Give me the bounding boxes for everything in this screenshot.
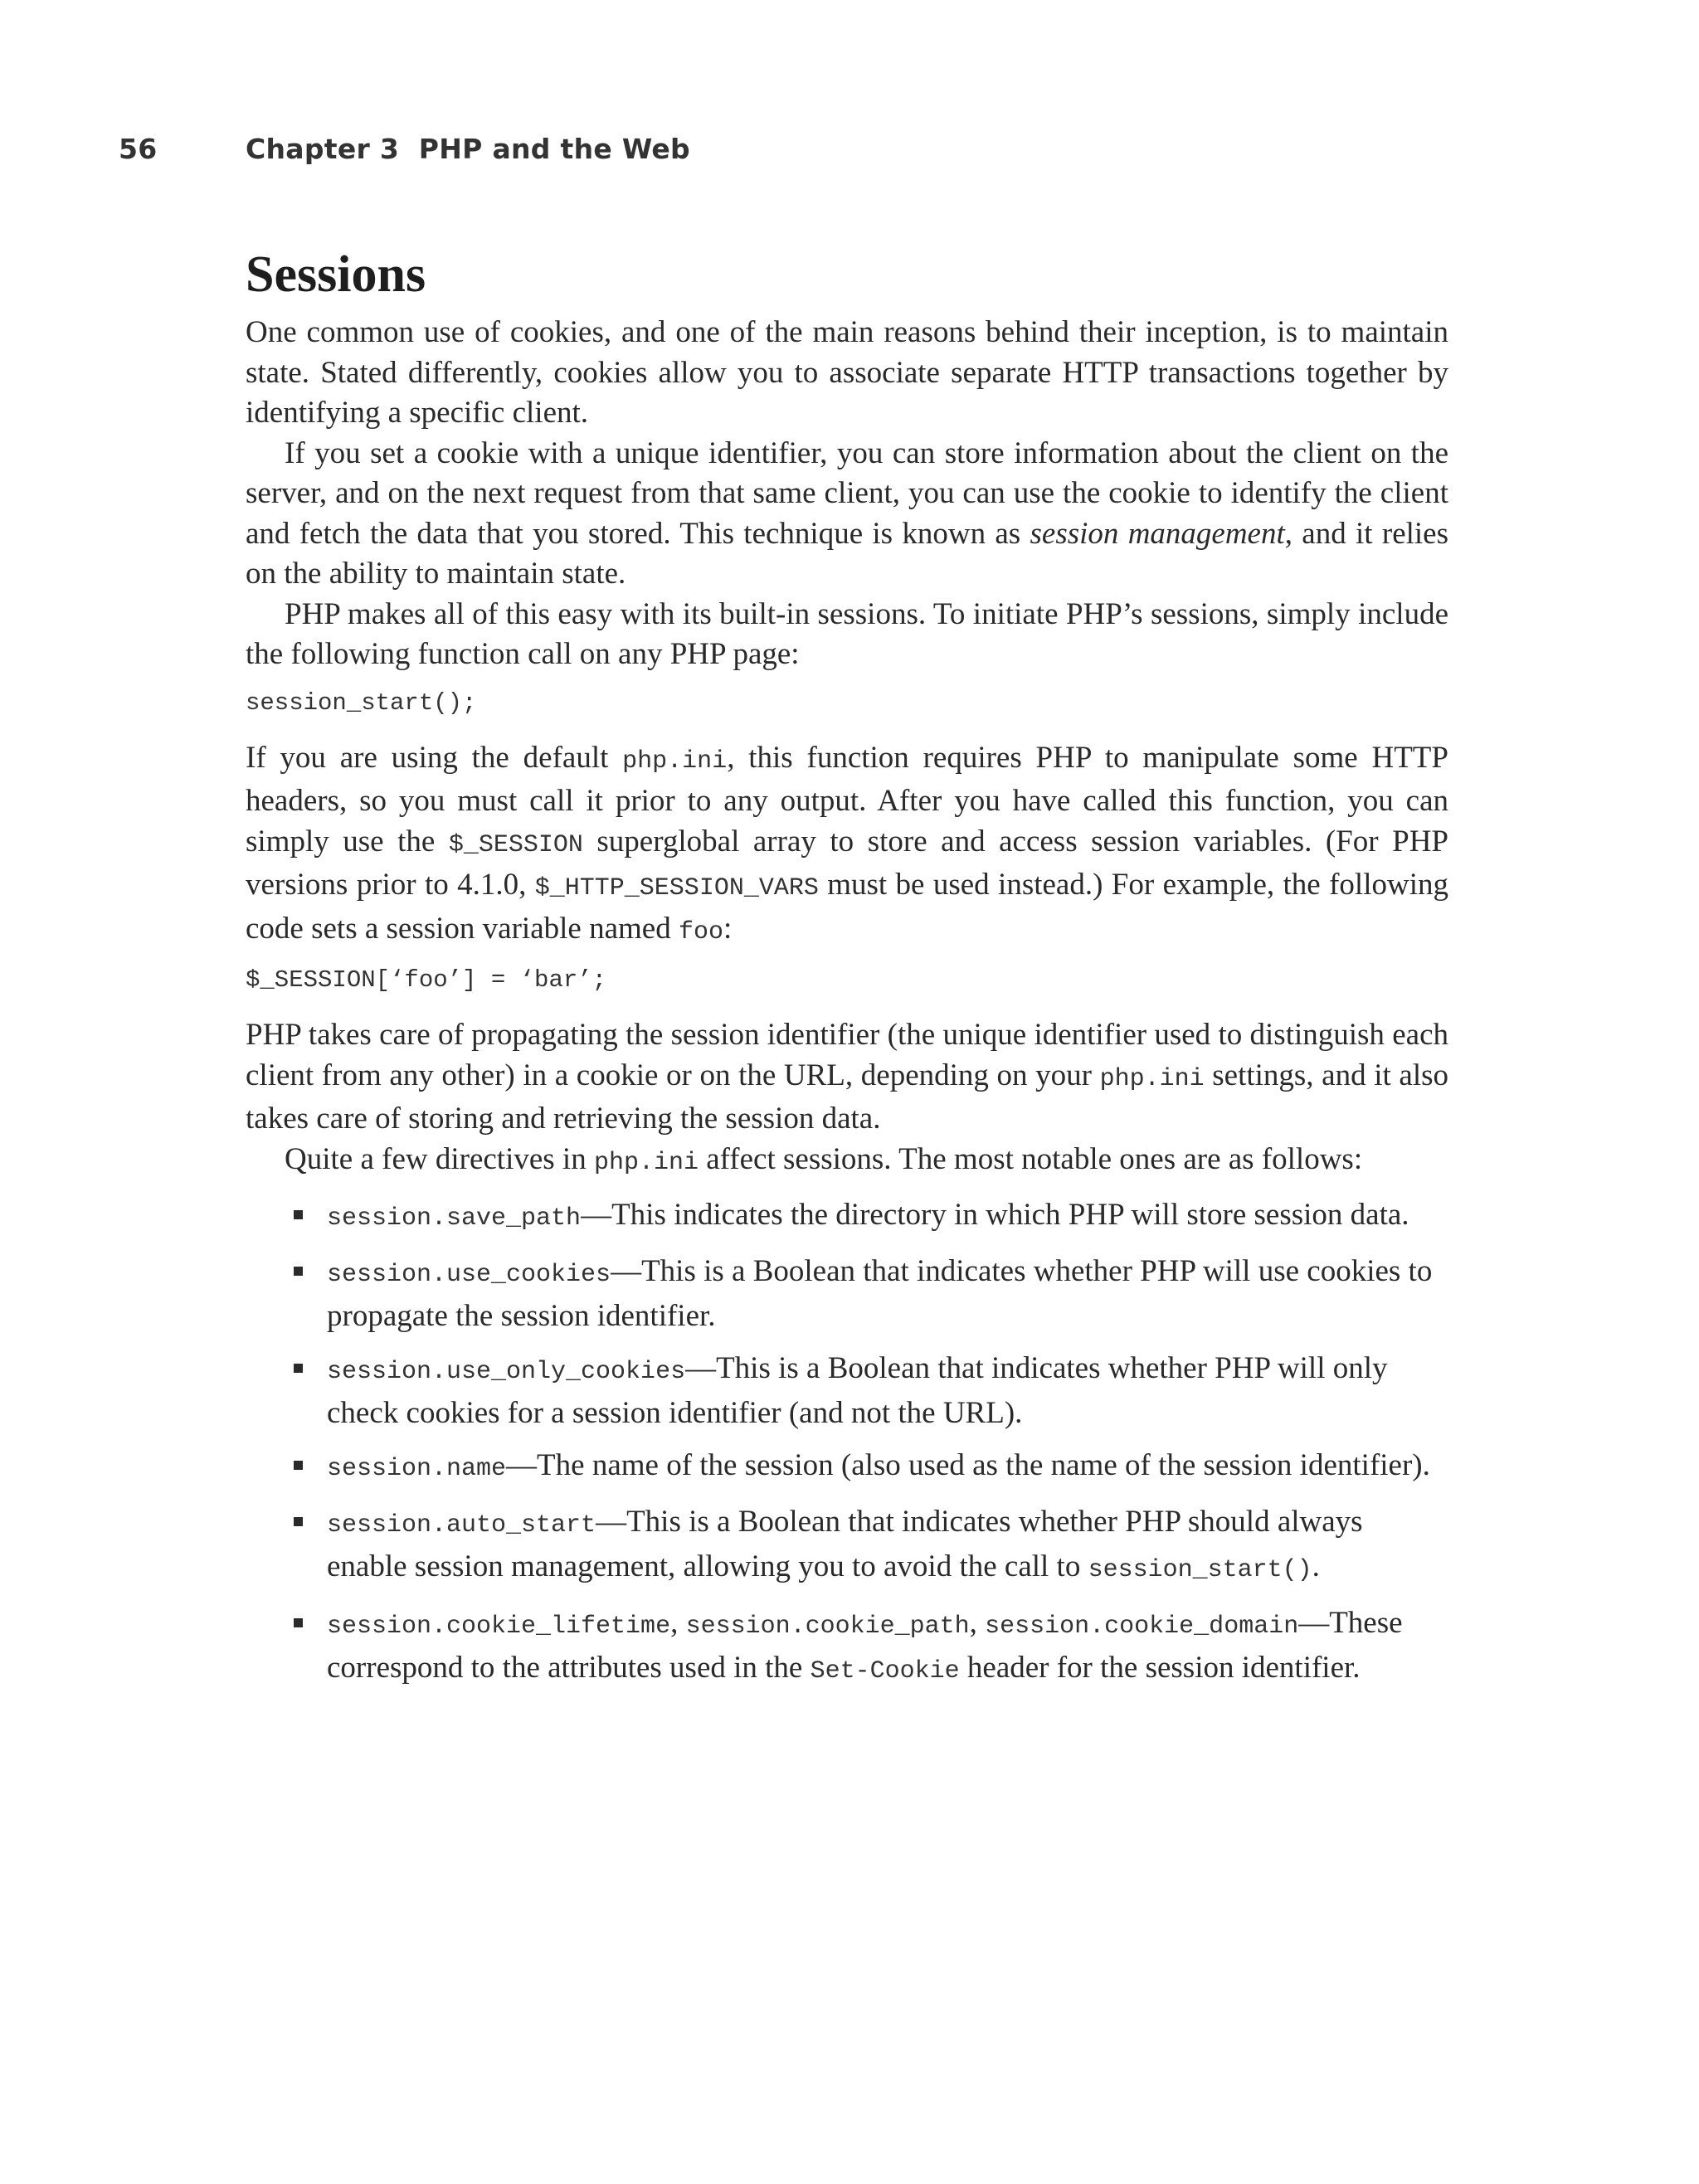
directive-text: . <box>1312 1549 1320 1583</box>
list-item <box>246 1603 1448 1692</box>
bullet-icon <box>294 1461 303 1470</box>
separator: , <box>670 1606 686 1640</box>
bullet-icon <box>294 1364 303 1373</box>
separator: , <box>969 1606 986 1640</box>
text: PHP takes care of propagating the session identifier (the unique identifier used to distinguish each client from any other) in a cookie or on the URL, depending on your <box>246 1018 1448 1092</box>
directive-code: session.use_only_cookies <box>327 1358 686 1386</box>
inline-code: $_SESSION <box>448 830 583 859</box>
code-example-session-start: session_start(); <box>246 688 477 717</box>
bullet-icon <box>294 1210 303 1219</box>
directive-text: —This indicates the directory in which PHP will store session data. <box>581 1198 1409 1232</box>
chapter-title: Chapter 3 PHP and the Web <box>246 133 690 165</box>
directive-code: session.cookie_path <box>685 1612 970 1641</box>
directive-text: header for the session identifier. <box>959 1651 1361 1685</box>
directive-code: session.cookie_domain <box>985 1612 1299 1641</box>
list-item <box>246 1251 1448 1336</box>
directive-code: session.cookie_lifetime <box>327 1612 671 1641</box>
inline-code: foo <box>678 917 723 946</box>
paragraph-session-management <box>246 434 1448 595</box>
bullet-icon <box>294 1517 303 1526</box>
list-item <box>246 1348 1448 1433</box>
directive-text: —This is a Boolean that indicates whether PHP will use cookies to propagate the session identifier. <box>327 1254 1433 1333</box>
directive-code: Set-Cookie <box>810 1657 960 1685</box>
directive-code: session_start() <box>1088 1556 1312 1584</box>
paragraph-directives-intro <box>246 1140 1448 1184</box>
list-item <box>246 1501 1448 1591</box>
inline-code: $_HTTP_SESSION_VARS <box>534 874 819 902</box>
text: affect sessions. The most notable ones are as follows: <box>698 1141 1363 1176</box>
text: Quite a few directives in <box>285 1141 594 1176</box>
emphasis-term: session management <box>1030 516 1285 551</box>
paragraph-php-ini <box>246 738 1448 953</box>
list-item <box>246 1194 1448 1239</box>
directive-text: —The name of the session (also used as the name of the session identifier). <box>506 1448 1430 1482</box>
list-item <box>246 1445 1448 1490</box>
text: If you set a cookie with a unique identifier, you can store information about the client on the server, and on the next request from that same client, you can use the cookie to identify the client and fetch the data that you stored. This technique is known as <box>246 435 1448 551</box>
directive-text: —This is a Boolean that indicates whether PHP should always enable session management, allowing you to avoid the call to <box>327 1505 1363 1583</box>
inline-code: php.ini <box>593 1148 699 1177</box>
directive-code: session.use_cookies <box>327 1261 611 1289</box>
text: : <box>723 911 733 946</box>
running-head <box>0 133 1699 174</box>
paragraph-intro: One common use of cookies, and one of the main reasons behind their inception, is to maintain state. Stated differently, cookies allow you to associate separate HTTP transactions together by identifying a specific client. <box>246 315 1448 430</box>
text: must be used instead.) For example, the following code sets a session variable named <box>246 868 1448 946</box>
text: settings, and it also takes care of storing and retrieving the session data. <box>246 1058 1448 1136</box>
directive-list <box>246 1194 1448 1692</box>
text: superglobal array to store and access session variables. (For PHP versions prior to 4.1.0, <box>246 824 1448 902</box>
page-number: 56 <box>119 133 158 165</box>
bullet-icon <box>294 1618 303 1627</box>
text: If you are using the default <box>246 740 623 775</box>
code-example-session-var: $_SESSION[‘foo’] = ‘bar’; <box>246 966 607 994</box>
directive-code: session.save_path <box>327 1204 582 1233</box>
inline-code: php.ini <box>1099 1064 1205 1093</box>
directive-text: —This is a Boolean that indicates whether PHP will only check cookies for a session identifier (and not the URL). <box>327 1351 1388 1430</box>
section-heading: Sessions <box>246 246 426 303</box>
inline-code: php.ini <box>622 747 728 776</box>
paragraph-builtin-sessions: PHP makes all of this easy with its built-in sessions. To initiate PHP’s sessions, simply include the following function call on any PHP page: <box>246 596 1448 671</box>
page-body <box>246 245 1448 1704</box>
directive-code: session.name <box>327 1455 507 1483</box>
text: , this function requires PHP to manipulate some HTTP headers, so you must call it prior to any output. After you have called this function, you can simply use the <box>246 740 1448 859</box>
directive-text: —These correspond to the attributes used in the <box>327 1606 1403 1685</box>
bullet-icon <box>294 1267 303 1276</box>
directive-code: session.auto_start <box>327 1511 596 1540</box>
paragraph-propagation <box>246 1015 1448 1140</box>
text: , and it relies on the ability to maintain state. <box>246 516 1448 591</box>
